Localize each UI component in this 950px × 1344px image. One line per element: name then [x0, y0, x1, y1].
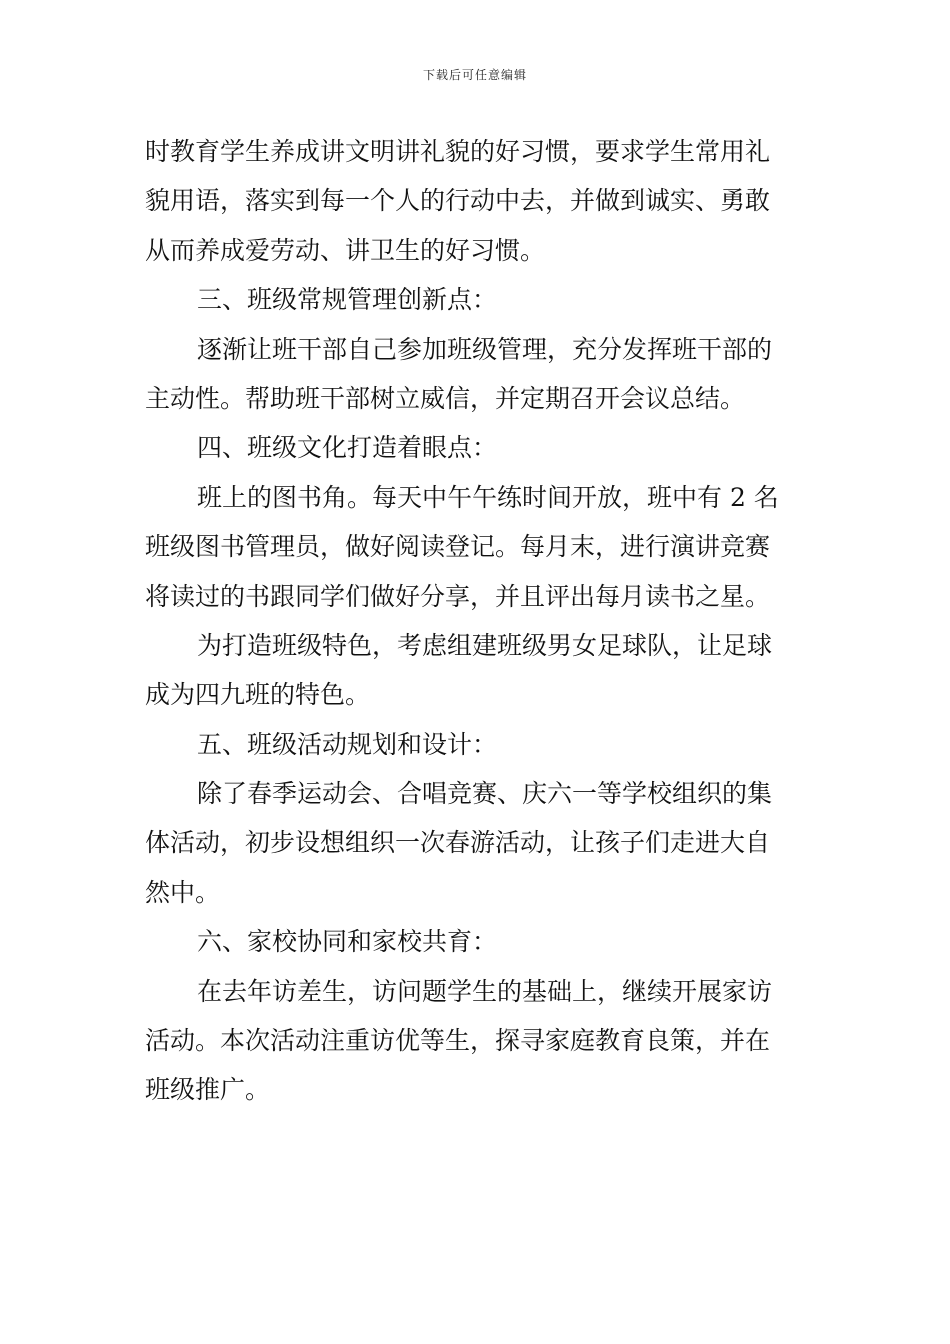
text-line: 班上的图书角。每天中午午练时间开放，班中有 2 名: [197, 482, 779, 512]
text-line: 主动性。帮助班干部树立威信，并定期召开会议总结。: [145, 383, 746, 413]
text-line: 六、家校协同和家校共育：: [197, 927, 498, 957]
text-line: 班级推广。: [145, 1075, 271, 1105]
text-line: 然中。: [145, 877, 221, 907]
text-line: 体活动，初步设想组织一次春游活动，让孩子们走进大自: [145, 828, 771, 858]
text-line: 逐渐让班干部自己参加班级管理，充分发挥班干部的: [197, 334, 773, 364]
text-line: 除了春季运动会、合唱竞赛、庆六一等学校组织的集: [197, 779, 773, 809]
text-line: 貌用语，落实到每一个人的行动中去，并做到诚实、勇敢: [145, 186, 771, 216]
text-line: 班级图书管理员，做好阅读登记。每月末，进行演讲竞赛: [145, 532, 771, 562]
text-line: 在去年访差生，访问题学生的基础上，继续开展家访: [197, 976, 773, 1006]
text-line: 成为四九班的特色。: [145, 680, 371, 710]
text-line: 为打造班级特色，考虑组建班级男女足球队，让足球: [197, 630, 773, 660]
text-line: 将读过的书跟同学们做好分享，并且评出每月读书之星。: [145, 581, 771, 611]
page-header: 下载后可任意编辑: [422, 68, 527, 82]
text-line: 三、班级常规管理创新点：: [197, 285, 498, 315]
text-line: 活动。本次活动注重访优等生，探寻家庭教育良策，并在: [145, 1026, 771, 1056]
text-line: 从而养成爱劳动、讲卫生的好习惯。: [145, 235, 546, 265]
text-line: 五、班级活动规划和设计：: [197, 729, 498, 759]
text-line: 四、班级文化打造着眼点：: [197, 433, 498, 463]
document-body: [145, 127, 809, 1115]
text-line: 时教育学生养成讲文明讲礼貌的好习惯，要求学生常用礼: [145, 137, 771, 166]
